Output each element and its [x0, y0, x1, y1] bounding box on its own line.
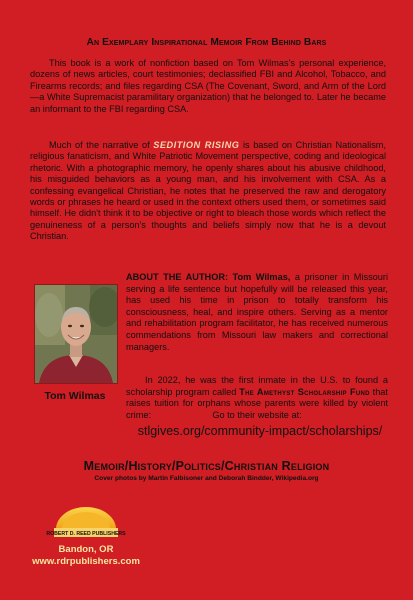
author-photo-caption: Tom Wilmas [44, 390, 106, 402]
narrative-text-end: is based on Christian Nationalism, religious fanaticism, and White Patriotic Movement perspective, coding and ideological rhetoric. With a photographic memory, he openly shares about his abusive childhood, his misguided behaviors as a young man, and his involvement with CSA. As a confessing evangelical Christian, he notes that he preserved the raw and derogatory words or phrases he heard or used in the context others used them, or sometimes said himself. He didn't think it to be objective or right to bleach those words which reflect the genuineness of a person's thoughts and beliefs simply now that he is a devout Christian. [30, 140, 387, 242]
genre-line: Memoir/History/Politics/Christian Religion [83, 459, 330, 473]
scholarship-name: The Amethyst Scholarship Fund [239, 386, 370, 397]
scholarship-text-start: In 2022, he was the first inmate in the U.S. to found a scholarship program called [126, 375, 389, 397]
publisher-city: Bandon, OR [58, 544, 114, 555]
about-author-text: a prisoner in Missouri serving a life sentence but hopefully will be released this year, has used his time in prison to totally transform his consciousness, heal, and inspire others. Serving as a mentor and rehabilitation program facilitator, he has received numerous commendations from Missouri law makers and correctional managers. [126, 272, 388, 352]
about-author-lead: ABOUT THE AUTHOR: Tom Wilmas, [126, 272, 291, 282]
headline: An Exemplary Inspirational Memoir From Behind Bars [86, 37, 327, 48]
about-author-paragraph [126, 272, 388, 353]
scholarship-text-end: that raises tuition for orphans whose parents were killed by violent crime: [126, 386, 388, 420]
website-prompt: Go to their website at: [212, 410, 302, 420]
narrative-paragraph [30, 140, 386, 243]
author-portrait-image [35, 285, 117, 383]
publisher-website: www.rdrpublishers.com [32, 556, 140, 567]
scholarship-url: stlgives.org/community-impact/scholarships/ [137, 424, 383, 438]
publisher-name: ROBERT D. REED PUBLISHERS [46, 531, 126, 537]
narrative-text-start: Much of the narrative of [49, 140, 154, 150]
author-photo [34, 284, 118, 384]
photo-credits: Cover photos by Martin Falbisoner and Deborah Bindder, Wikipedia.org [94, 475, 319, 482]
intro-paragraph: This book is a work of nonfiction based on Tom Wilmas's personal experience, dozens of news articles, court testimonies; declassified FBI and Alcohol, Tobacco, and Firearms records; and files regarding CSA (The Covenant, Sword, and Arm of the Lord—a White Supremacist paramilitary organization) that he belonged to. Later he became an informant to the FBI regarding CSA. [30, 58, 386, 114]
book-title: SEDITION RISING [153, 140, 240, 150]
